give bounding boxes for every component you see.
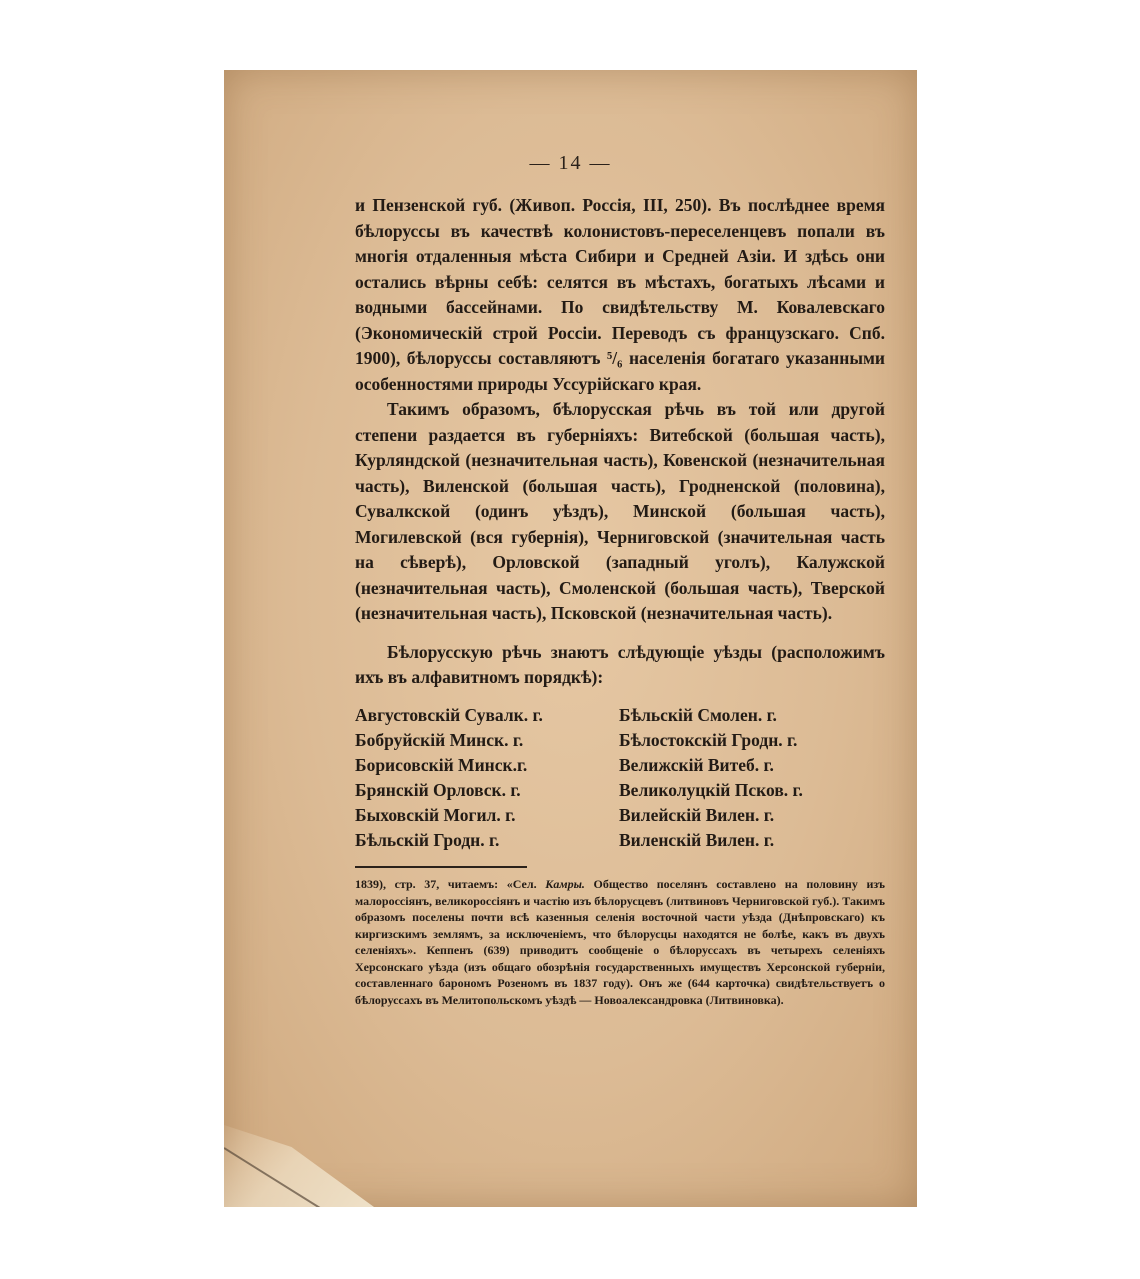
paragraph-governorates: Такимъ образомъ, бѣлорусская рѣчь въ той или другой степени раздается въ губерніяхъ: Витебской (большая часть), Курляндской (незначительная часть), Ковенской (незначительная часть), Виленской (большая часть), Гродненской (половина), Сувалкской (одинъ уѣздъ), Минской (большая часть), Могилевской (вся губернія), Черниговской (значительная часть на сѣверѣ), Орловской (западный уголъ), Калужской (незначительная часть), Смоленской (большая часть), Тверской (незначительная часть), Псковской (незначительная часть). — [355, 399, 885, 623]
district-row — [355, 753, 885, 778]
footnote-text-start: 1839), стр. 37, читаемъ: «Сел. — [355, 877, 546, 891]
footnote-italic: Камры. — [545, 877, 585, 891]
page-number: — 14 — — [529, 152, 612, 174]
district-left: Брянскій Орловск. г. — [355, 780, 521, 800]
district-row — [355, 828, 885, 853]
district-right: Великолуцкій Псков. г. — [619, 780, 803, 800]
body-text — [355, 193, 885, 691]
district-left: Августовскій Сувалк. г. — [355, 705, 543, 725]
district-left: Быховскій Могил. г. — [355, 805, 516, 825]
paragraph-continuation: и Пензенской губ. (Живоп. Россія, III, 250). Въ послѣднее время бѣлоруссы въ качествѣ колонистовъ-переселенцевъ попали въ многія отдаленныя мѣста Сибири и Средней Азіи. И здѣсь они остались вѣрны себѣ: селятся въ мѣстахъ, богатыхъ лѣсами и водными бассейнами. По свидѣтельству М. Ковалевскаго (Экономическій строй Россіи. Переводъ съ французскаго. Спб. 1900), бѣлоруссы составляютъ ⁵/₆ населенія богатаго указанными особенностями природы Уссурійскаго края. — [355, 195, 885, 394]
district-row — [355, 703, 885, 728]
district-row — [355, 778, 885, 803]
district-row — [355, 803, 885, 828]
footnote — [355, 876, 885, 1008]
district-left: Бобруйскій Минск. г. — [355, 730, 524, 750]
district-right: Бѣльскій Смолен. г. — [619, 705, 777, 725]
scanned-page — [224, 70, 917, 1207]
district-right: Велижскій Витеб. г. — [619, 755, 774, 775]
district-left: Борисовскій Минск.г. — [355, 755, 528, 775]
district-right: Виленскій Вилен. г. — [619, 830, 775, 850]
district-right: Бѣлостокскій Гродн. г. — [619, 730, 798, 750]
footnote-text-end: Общество поселянъ составлено на половину изъ малороссіянъ, великороссіянъ и частію изъ бѣлорусцевъ (литвиновъ Черниговской губ.). Такимъ образомъ поселены почти всѣ казенныя селенія восточной части уѣзда (Днѣпровскаго) къ киргизскимъ землямъ, за исключеніемъ, что бѣлорусцы находятся не болѣе, какъ въ двухъ селеніяхъ». Кеппенъ (639) приводитъ сообщеніе о бѣлоруссахъ въ четырехъ селеніяхъ Херсонскаго уѣзда (изъ общаго обозрѣнія государственныхъ имуществъ Херсонской губерніи, составленнаго барономъ Розеномъ въ 1837 году). Онъ же (644 карточка) свидѣтельствуетъ о бѣлоруссахъ въ Мелитопольскомъ уѣздѣ — Новоалександровка (Литвиновка). — [355, 877, 885, 1007]
district-list — [355, 703, 885, 853]
district-left: Бѣльскій Гродн. г. — [355, 830, 500, 850]
footnote-divider — [355, 866, 527, 868]
folded-corner — [224, 1107, 374, 1207]
paragraph-districts-intro: Бѣлорусскую рѣчь знаютъ слѣдующіе уѣзды (расположимъ ихъ въ алфавитномъ порядкѣ): — [355, 641, 885, 687]
district-right: Вилейскій Вилен. г. — [619, 805, 775, 825]
district-row — [355, 728, 885, 753]
